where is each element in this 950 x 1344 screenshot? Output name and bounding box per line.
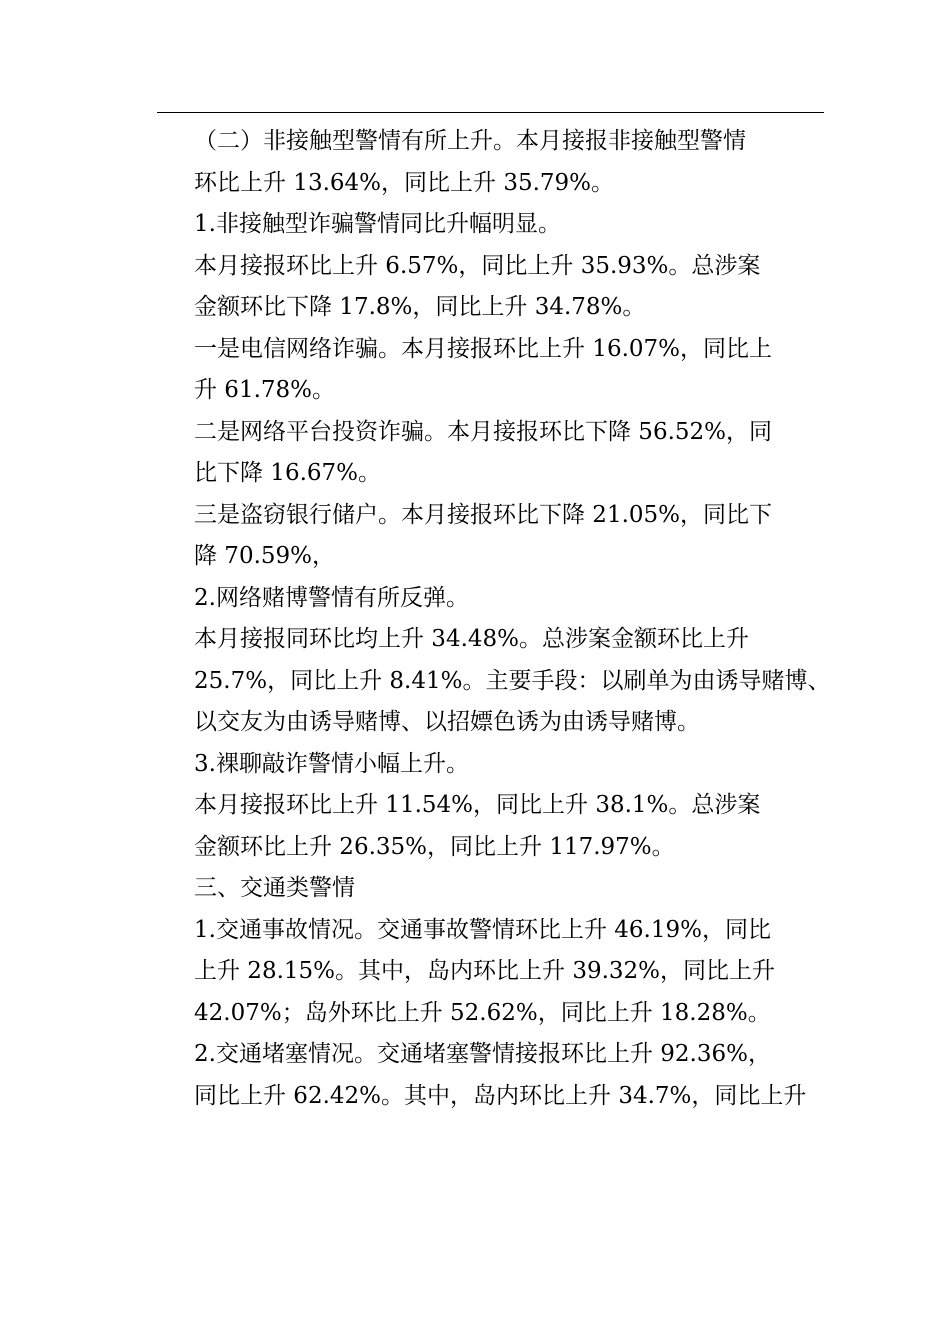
text-line: （二）非接触型警情有所上升。本月接报非接触型警情 — [194, 128, 746, 154]
paragraph-investment-fraud — [146, 412, 816, 495]
paragraph-telecom-fraud — [146, 329, 816, 412]
paragraph-non-contact-overview — [146, 121, 816, 204]
text-line: 降 70.59%， — [194, 543, 336, 569]
text-line: 1.非接触型诈骗警情同比升幅明显。 — [194, 211, 561, 237]
text-line: 同比上升 62.42%。其中，岛内环比上升 34.7%，同比上升 — [194, 1082, 807, 1109]
text-line: 上升 28.15%。其中，岛内环比上升 39.32%，同比上升 — [194, 958, 776, 984]
heading-sextortion — [146, 744, 816, 786]
text-line: 2.网络赌博警情有所反弹。 — [194, 584, 469, 611]
text-line: 二是网络平台投资诈骗。本月接报环比下降 56.52%，同 — [194, 418, 773, 445]
text-line: 本月接报环比上升 11.54%，同比上升 38.1%。总涉案 — [194, 792, 761, 818]
document-body — [146, 121, 831, 1117]
paragraph-traffic-accidents — [146, 910, 816, 1035]
header-rule — [157, 112, 824, 113]
paragraph-traffic-congestion — [146, 1034, 816, 1117]
text-line: 本月接报环比上升 6.57%，同比上升 35.93%。总涉案 — [194, 252, 761, 279]
text-line: 升 61.78%。 — [194, 377, 336, 403]
text-line: 三是盗窃银行储户。本月接报环比下降 21.05%，同比下 — [194, 501, 773, 528]
text-line: 三、交通类警情 — [194, 875, 355, 901]
heading-non-contact-fraud — [146, 204, 816, 246]
text-line: 42.07%；岛外环比上升 52.62%，同比上升 18.28%。 — [194, 999, 771, 1026]
text-line: 2.交通堵塞情况。交通堵塞警情接报环比上升 92.36%， — [194, 1041, 771, 1067]
text-line: 环比上升 13.64%，同比上升 35.79%。 — [194, 169, 615, 196]
paragraph-bank-theft — [146, 495, 816, 578]
text-line: 比下降 16.67%。 — [194, 460, 382, 486]
text-line: 一是电信网络诈骗。本月接报环比上升 16.07%，同比上 — [194, 335, 773, 362]
text-line: 25.7%，同比上升 8.41%。主要手段：以刷单为由诱导赌博、 — [194, 667, 831, 694]
text-line: 1.交通事故情况。交通事故警情环比上升 46.19%，同比 — [194, 916, 771, 943]
heading-online-gambling — [146, 578, 816, 620]
paragraph-fraud-stats — [146, 246, 816, 329]
heading-traffic — [146, 868, 816, 910]
paragraph-gambling-stats — [146, 619, 831, 744]
paragraph-sextortion-stats — [146, 785, 816, 868]
text-line: 以交友为由诱导赌博、以招嫖色诱为由诱导赌博。 — [194, 709, 700, 735]
text-line: 本月接报同环比均上升 34.48%。总涉案金额环比上升 — [194, 626, 750, 652]
text-line: 金额环比上升 26.35%，同比上升 117.97%。 — [194, 833, 675, 860]
text-line: 3.裸聊敲诈警情小幅上升。 — [194, 750, 469, 777]
text-line: 金额环比下降 17.8%，同比上升 34.78%。 — [194, 294, 646, 320]
